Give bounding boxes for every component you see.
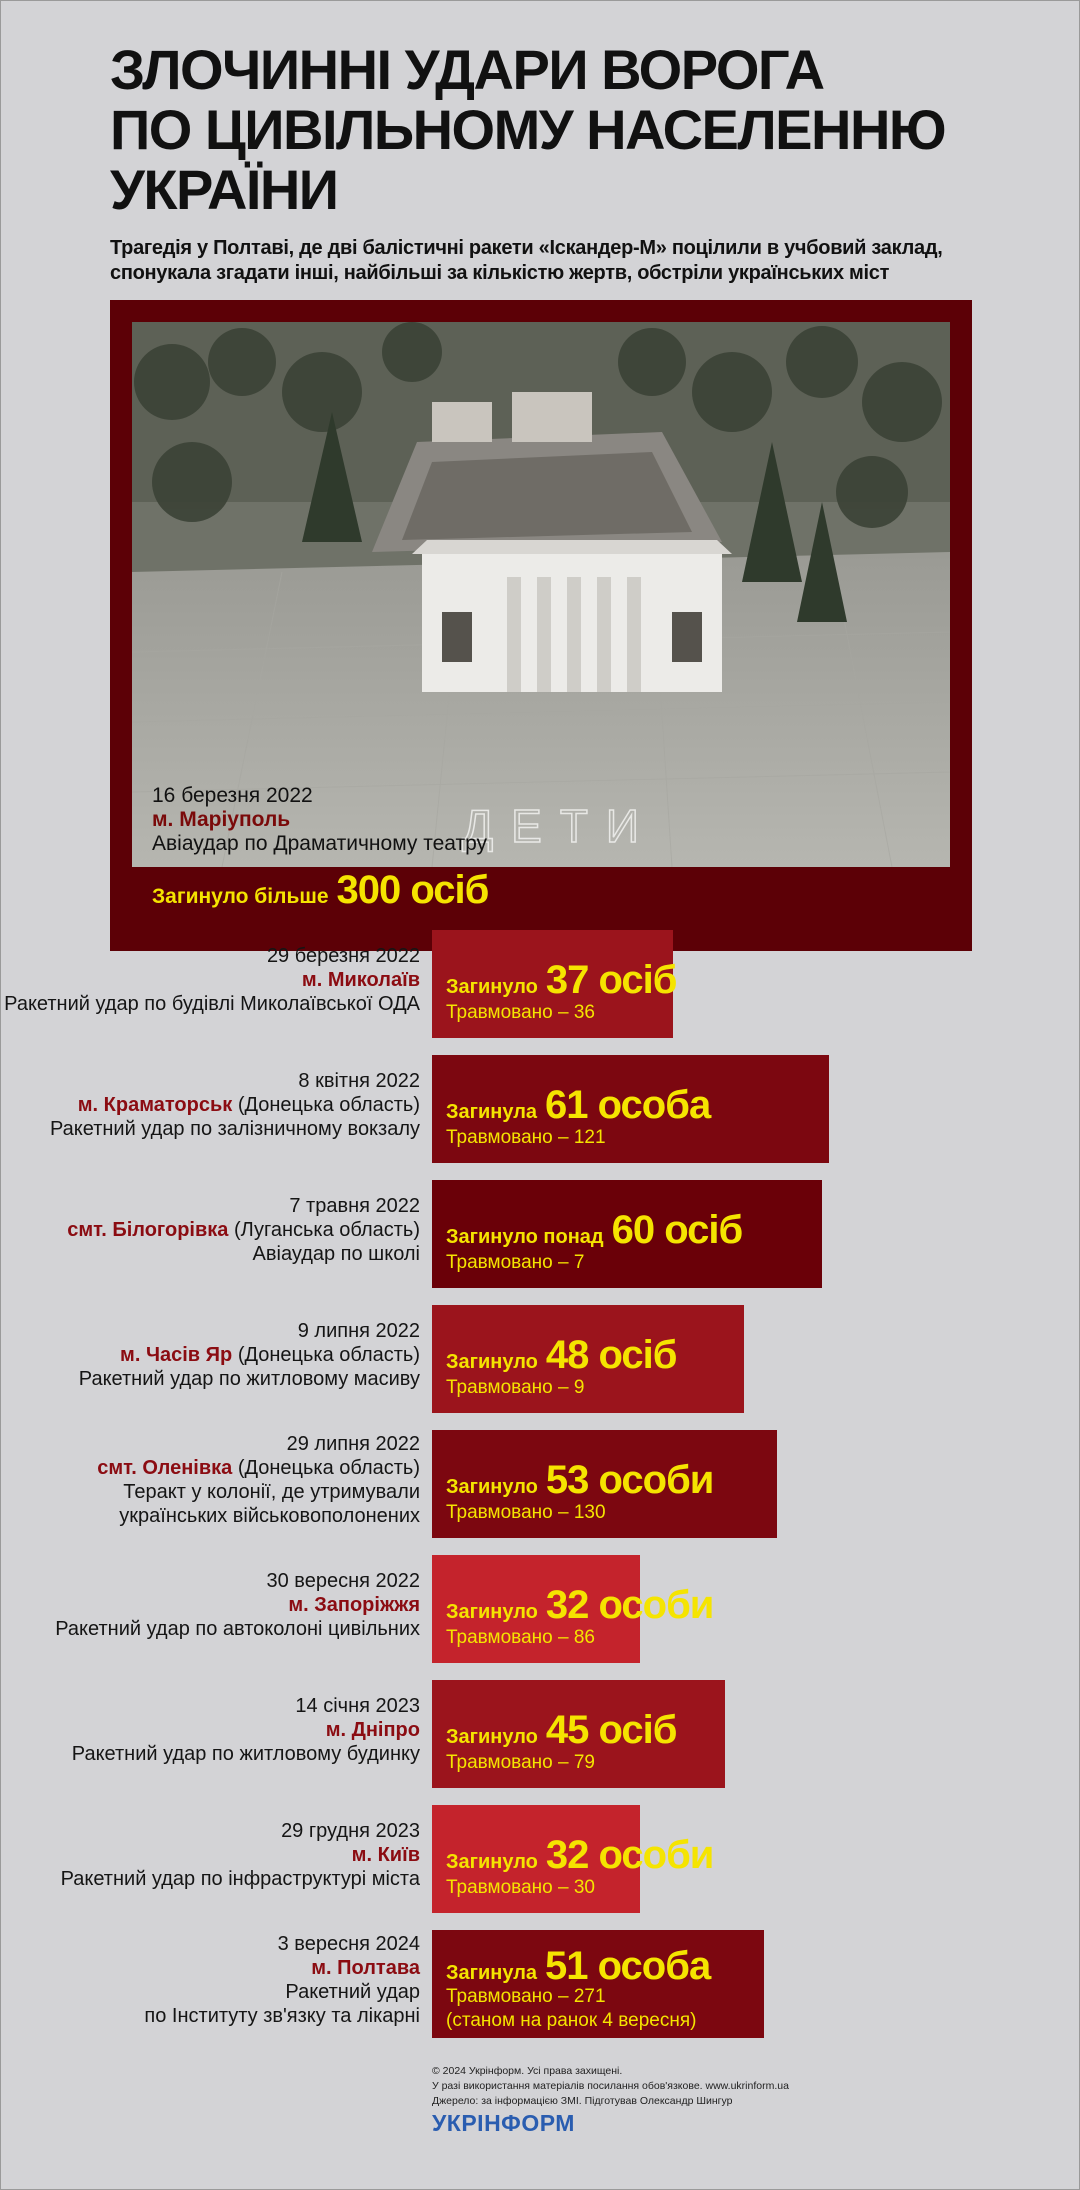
- event-description: Ракетний удар по житловому масиву: [78, 1368, 420, 1390]
- event-description: Ракетний удар по залізничному вокзалу: [49, 1118, 420, 1140]
- casualty-bar: [432, 1555, 714, 1663]
- title-line: ЗЛОЧИННІ УДАРИ ВОРОГА: [110, 38, 824, 101]
- killed-value: 37 осіб: [545, 958, 677, 1002]
- event-description: Теракт у колонії, де утримували: [123, 1481, 420, 1503]
- injured-count: Травмовано – 30: [446, 1877, 595, 1898]
- hero-caption: [152, 784, 487, 856]
- injured-count: Травмовано – 271: [446, 1986, 606, 2007]
- injured-count: Травмовано – 7: [446, 1252, 585, 1273]
- event-info: [0, 1569, 420, 1641]
- event-info: [0, 1319, 420, 1391]
- killed-value: 48 осіб: [545, 1333, 677, 1377]
- event-region: (Донецька область): [232, 1457, 420, 1479]
- event-location: [0, 1843, 420, 1867]
- killed-count: [446, 1583, 713, 1628]
- killed-label: Загинуло: [446, 976, 538, 998]
- event-info: [0, 1819, 420, 1891]
- event-location: [0, 1718, 420, 1742]
- event-date: 9 липня 2022: [297, 1320, 420, 1342]
- killed-count: [446, 1944, 710, 1989]
- event-location: [0, 1343, 420, 1367]
- killed-count: [446, 958, 676, 1003]
- event-city: м. Миколаїв: [301, 969, 420, 991]
- killed-label: Загинуло: [446, 1726, 538, 1748]
- event-city: м. Запоріжжя: [288, 1594, 420, 1616]
- injured-count: Травмовано – 79: [446, 1752, 595, 1773]
- subtitle-line: спонукала згадати інші, найбільші за кількістю жертв, обстріли українських міст: [110, 262, 890, 284]
- title-line: УКРАЇНИ: [110, 158, 338, 221]
- event-location: [0, 1956, 420, 1980]
- killed-count: [446, 1458, 713, 1503]
- event-region: (Донецька область): [232, 1344, 420, 1366]
- casualty-bar: [432, 930, 677, 1038]
- event-city: м. Полтава: [311, 1957, 420, 1979]
- event-location: [0, 1456, 420, 1480]
- killed-value: 32 особи: [545, 1583, 714, 1627]
- footer-credits: [432, 2064, 789, 2109]
- casualty-bar: [432, 1055, 829, 1163]
- event-info: [0, 1694, 420, 1766]
- event-region: (Донецька область): [232, 1094, 420, 1116]
- casualty-bar: [432, 1180, 822, 1288]
- event-description: Ракетний удар по будівлі Миколаївської ОДА: [4, 993, 420, 1015]
- event-date: 3 вересня 2024: [277, 1933, 420, 1955]
- killed-count: [446, 1208, 742, 1253]
- event-city: смт. Білогорівка: [67, 1219, 229, 1241]
- event-location: [0, 1218, 420, 1242]
- event-date: 7 травня 2022: [289, 1195, 420, 1217]
- event-date: 29 липня 2022: [286, 1433, 420, 1455]
- casualty-bar: [432, 1305, 744, 1413]
- hero-killed-value: 300 осіб: [336, 868, 489, 912]
- event-description: Ракетний удар: [285, 1981, 420, 2003]
- hero-killed: [152, 868, 488, 928]
- event-info: [0, 1194, 420, 1266]
- killed-label: Загинуло: [446, 1476, 538, 1498]
- injured-count: Травмовано – 9: [446, 1377, 585, 1398]
- hero-description: Авіаудар по Драматичному театру: [152, 832, 488, 855]
- event-region: (Луганська область): [228, 1219, 420, 1241]
- casualty-bar: [432, 1680, 725, 1788]
- injured-count: Травмовано – 130: [446, 1502, 606, 1523]
- event-date: 14 січня 2023: [295, 1695, 420, 1717]
- event-city: смт. Оленівка: [97, 1457, 233, 1479]
- event-info: [0, 1069, 420, 1141]
- event-description: по Інституту зв'язку та лікарні: [144, 2005, 420, 2027]
- event-city: м. Київ: [351, 1844, 420, 1866]
- killed-label: Загинула: [446, 1101, 538, 1123]
- event-info: [0, 1932, 420, 2028]
- event-date: 29 грудня 2023: [281, 1820, 420, 1842]
- killed-label: Загинуло: [446, 1351, 538, 1373]
- killed-value: 51 особа: [545, 1944, 711, 1988]
- killed-value: 32 особи: [545, 1833, 714, 1877]
- hero-date: 16 березня 2022: [152, 784, 313, 807]
- event-date: 29 березня 2022: [266, 945, 420, 967]
- title-line: ПО ЦИВІЛЬНОМУ НАСЕЛЕННЮ: [110, 98, 946, 161]
- event-date: 8 квітня 2022: [298, 1070, 420, 1092]
- injured-count: Травмовано – 86: [446, 1627, 595, 1648]
- photo-ground-text: ДЕТИ: [462, 800, 657, 852]
- event-info: [0, 944, 420, 1016]
- event-description: Ракетний удар по житловому будинку: [71, 1743, 420, 1765]
- event-location: [0, 1093, 420, 1117]
- event-info: [0, 1432, 420, 1528]
- footer-line: © 2024 Укрінформ. Усі права захищені.: [432, 2065, 623, 2077]
- killed-label: Загинуло: [446, 1851, 538, 1873]
- event-location: [0, 1593, 420, 1617]
- hero-killed-label: Загинуло більше: [152, 885, 329, 908]
- injured-count: Травмовано – 121: [446, 1127, 606, 1148]
- event-description: Ракетний удар по автоколоні цивільних: [55, 1618, 420, 1640]
- killed-value: 45 осіб: [545, 1708, 677, 1752]
- event-date: 30 вересня 2022: [266, 1570, 420, 1592]
- footer-line: У разі використання матеріалів посилання обов'язкове. www.ukrinform.ua: [432, 2080, 789, 2092]
- casualty-bar: [432, 1430, 777, 1538]
- page-subtitle: [110, 236, 990, 286]
- event-description: Ракетний удар по інфраструктурі міста: [60, 1868, 420, 1890]
- killed-value: 61 особа: [545, 1083, 711, 1127]
- killed-count: [446, 1833, 713, 1878]
- event-city: м. Часів Яр: [120, 1344, 233, 1366]
- page-title: [110, 40, 1010, 220]
- casualty-bar: [432, 1805, 714, 1913]
- casualty-bar: [432, 1930, 764, 2038]
- ukrinform-logo: УКРІНФОРМ: [432, 2110, 575, 2136]
- killed-label: Загинула: [446, 1962, 538, 1984]
- event-location: [0, 968, 420, 992]
- killed-count: [446, 1708, 676, 1753]
- footer-line: Джерело: за інформацією ЗМІ. Підготував Олександр Шингур: [432, 2095, 733, 2107]
- killed-count: [446, 1083, 710, 1128]
- killed-label: Загинуло: [446, 1601, 538, 1623]
- injured-count: Травмовано – 36: [446, 1002, 595, 1023]
- event-city: м. Краматорськ: [77, 1094, 233, 1116]
- event-description: Авіаудар по школі: [252, 1243, 420, 1265]
- hero-panel: [110, 300, 972, 951]
- hero-city: м. Маріуполь: [152, 808, 291, 831]
- subtitle-line: Трагедія у Полтаві, де дві балістичні ракети «Іскандер-М» поцілили в учбовий заклад,: [110, 237, 943, 259]
- event-description: українських військовополонених: [119, 1505, 420, 1527]
- killed-count: [446, 1333, 676, 1378]
- killed-value: 60 осіб: [611, 1208, 743, 1252]
- killed-value: 53 особи: [545, 1458, 714, 1502]
- event-city: м. Дніпро: [325, 1719, 420, 1741]
- killed-label: Загинуло понад: [446, 1226, 604, 1248]
- injured-note: (станом на ранок 4 вересня): [446, 2010, 697, 2031]
